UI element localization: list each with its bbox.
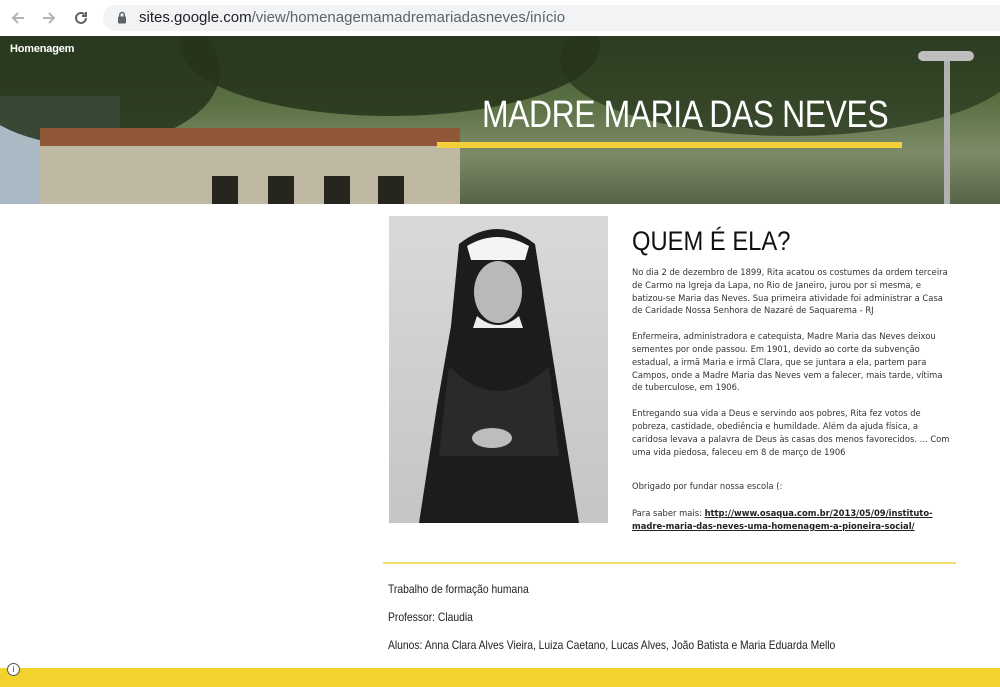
url-text (139, 9, 565, 26)
credits-course: Trabalho de formação humana (388, 582, 529, 596)
credits-teacher: Professor: Claudia (388, 610, 473, 624)
footer-bar (0, 668, 1000, 687)
lock-icon (117, 11, 127, 24)
title-underline (437, 142, 902, 148)
forward-arrow-icon (41, 10, 57, 26)
address-bar[interactable] (103, 5, 1000, 31)
credits-students: Alunos: Anna Clara Alves Vieira, Luiza Caetano, Lucas Alves, João Batista e Maria Eduarda Mello (388, 638, 836, 652)
section-title: QUEM É ELA? (632, 226, 791, 256)
url-host: sites.google.com (139, 9, 252, 26)
page-title: MADRE MARIA DAS NEVES (482, 94, 889, 136)
site-name-link[interactable]: Homenagem (10, 43, 75, 55)
credits (388, 582, 968, 666)
source-link[interactable]: http://www.osaqua.com.br/2013/05/09/instituto-madre-maria-das-neves-uma-homenagem-a-pioneira-social/ (632, 508, 933, 531)
header-banner (0, 36, 1000, 204)
biography-text (632, 266, 954, 546)
info-icon[interactable]: i (7, 663, 20, 676)
more-info (632, 507, 954, 533)
bio-paragraph: Entregando sua vida a Deus e servindo aos pobres, Rita fez votos de pobreza, castidade, obediência e humildade. Além da ajuda física, a caridosa levava a palavra de Deus às casas dos menos favorecidos. ... Com uma vida piedosa, faleceu em 8 de março de 1906 (632, 408, 950, 457)
portrait-drawing (389, 216, 608, 523)
more-info-label: Para saber mais: (632, 508, 705, 519)
bio-paragraph: Enfermeira, administradora e catequista, Madre Maria das Neves deixou sementes por onde passou. Em 1901, devido ao corte da subvenção estadual, a irmã Maria e irmã Clara, que se juntara a ela, partem para Campos, onde a Madre Maria das Neves vem a falecer, mais tarde, vítima de tuberculose, em 1906. (632, 331, 943, 393)
reload-button[interactable] (70, 7, 92, 29)
reload-icon (73, 10, 89, 26)
forward-button[interactable] (38, 7, 60, 29)
back-arrow-icon (10, 10, 26, 26)
thanks-text: Obrigado por fundar nossa escola (: (632, 481, 783, 492)
url-path: /view/homenagemamadremariadasneves/início (251, 9, 566, 26)
madre-portrait-image (389, 216, 608, 523)
browser-toolbar (0, 0, 1000, 37)
back-button[interactable] (7, 7, 29, 29)
section-divider (383, 562, 956, 564)
bio-paragraph: No dia 2 de dezembro de 1899, Rita acatou os costumes da ordem terceira de Carmo na Igreja da Lapa, no Rio de Janeiro, jurou por si mesma, e batizou-se Maria das Neves. Sua primeira atividade foi administrar a Casa de Caridade Nossa Senhora de Nazaré de Saquarema - RJ (632, 267, 948, 316)
